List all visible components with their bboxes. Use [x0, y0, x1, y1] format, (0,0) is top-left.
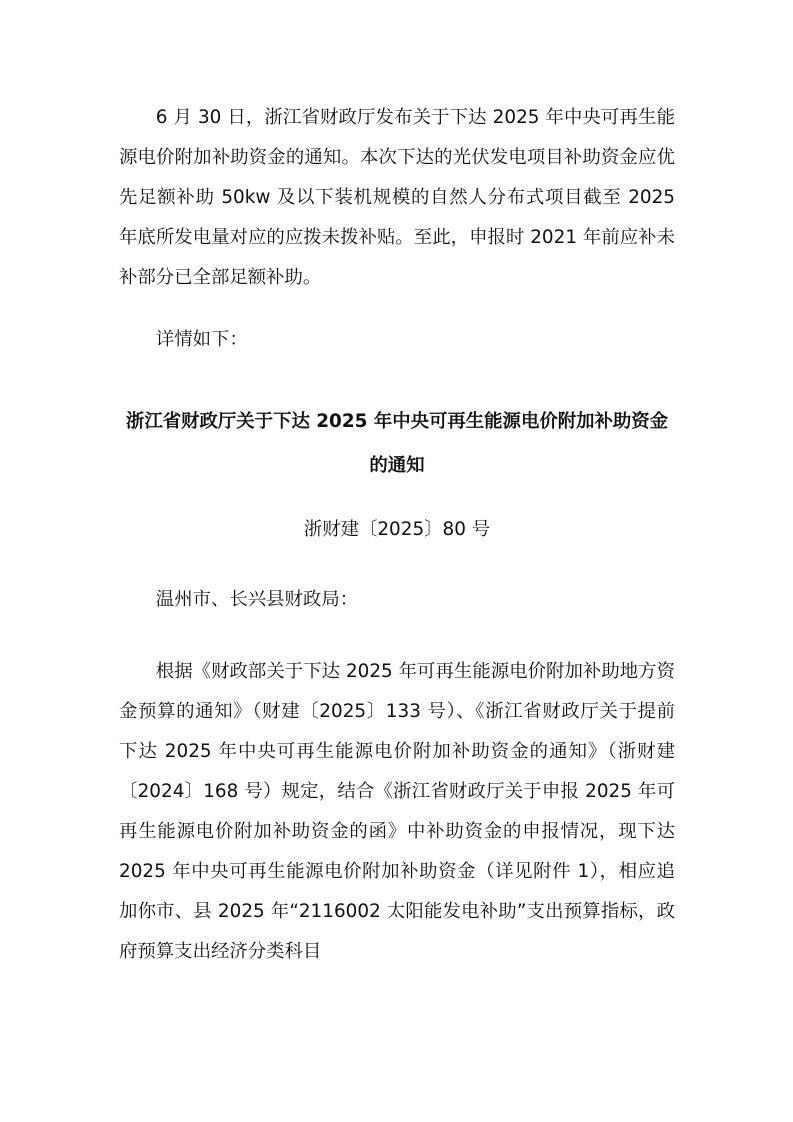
intro-paragraph: 6 月 30 日，浙江省财政厅发布关于下达 2025 年中央可再生能源电价附加补助资金的通知。本次下达的光伏发电项目补助资金应优先足额补助 50kw 及以下装机规模的自然人分布式项目截至 2025 年底所发电量对应的应拨未拨补贴。至此，申报时 2021 年前应补未补部分已全部足额补助。	[119, 107, 675, 288]
notice-title: 浙江省财政厅关于下达 2025 年中央可再生能源电价附加补助资金的通知	[125, 411, 669, 476]
document-page	[119, 98, 675, 972]
addressee: 温州市、长兴县财政局：	[155, 589, 359, 610]
details-label: 详情如下：	[155, 329, 248, 350]
document-number: 浙财建〔2025〕80 号	[303, 519, 491, 540]
body-paragraph: 根据《财政部关于下达 2025 年可再生能源电价附加补助地方资金预算的通知》（财建〔2025〕133 号）、《浙江省财政厅关于提前下达 2025 年中央可再生能源电价附加补助资金的通知》（浙财建〔2024〕168 号）规定，结合《浙江省财政厅关于申报 2025 年可再生能源电价附加补助资金的函》中补助资金的申报情况，现下达 2025 年中央可再生能源电价附加补助资金（详见附件 1），相应追加你市、县 2025 年“2116002 太阳能发电补助”支出预算指标，政府预算支出经济分类科目	[119, 661, 675, 962]
